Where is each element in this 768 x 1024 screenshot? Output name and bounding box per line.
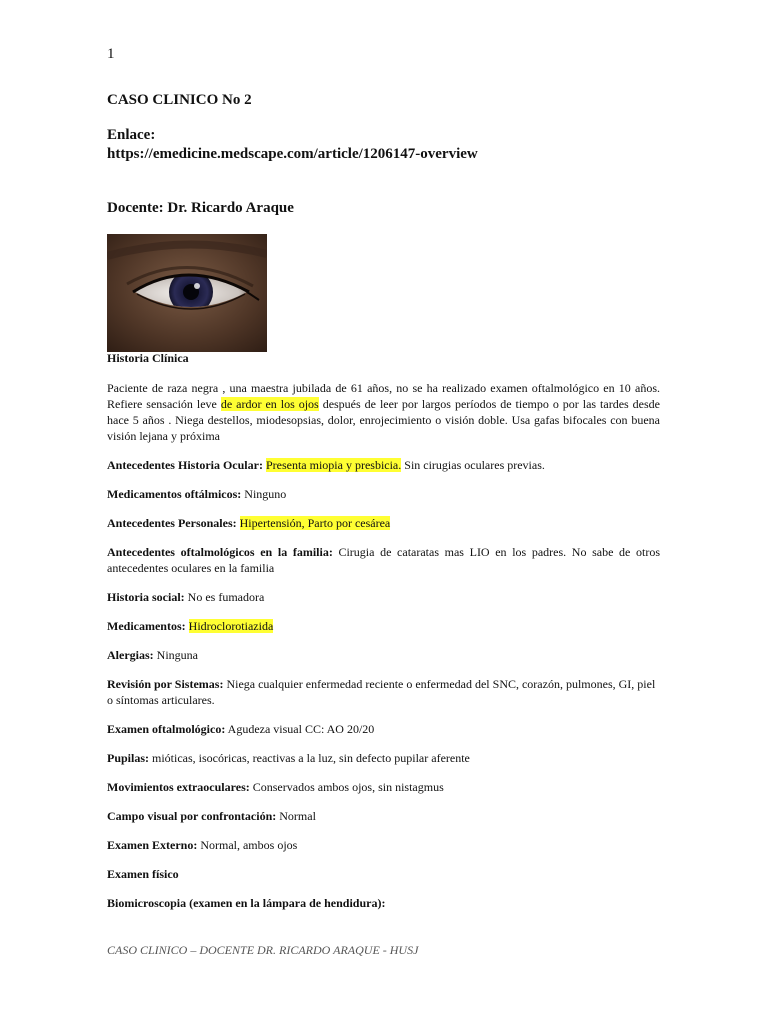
field-pupils xyxy=(107,750,660,766)
article-link[interactable]: https://emedicine.medscape.com/article/1206147-overview xyxy=(107,146,478,162)
field-label: Movimientos extraoculares: xyxy=(107,780,250,794)
field-label: Historia social: xyxy=(107,590,185,604)
field-value: Sin cirugias oculares previas. xyxy=(401,458,545,472)
field-label: Antecedentes Historia Ocular: xyxy=(107,458,263,472)
field-label: Examen oftalmológico: xyxy=(107,722,226,736)
field-highlight: Hipertensión, Parto por cesárea xyxy=(239,516,391,530)
case-title: CASO CLINICO No 2 xyxy=(107,92,252,108)
link-label: Enlace: xyxy=(107,127,156,143)
history-text-2: después de leer por largos períodos de tiempo o por las tardes desde hace 5 años . Niega destellos, miodesopsias, dolor, enrojecimiento o visión doble. Usa gafas bifocales con buena visión lejana y próxima xyxy=(107,397,660,443)
field-ophthalmic-meds xyxy=(107,486,660,502)
field-label: Revisión por Sistemas: xyxy=(107,677,224,691)
field-ophthalmic-exam xyxy=(107,721,660,737)
field-label: Examen Externo: xyxy=(107,838,198,852)
field-highlight: Presenta miopia y presbicia. xyxy=(265,458,402,472)
page-footer: CASO CLINICO – DOCENTE DR. RICARDO ARAQUE - HUSJ xyxy=(107,943,419,957)
field-value: No es fumadora xyxy=(184,590,265,604)
field-value: Cirugia de cataratas mas LIO en los padres. No sabe de otros antecedentes oculares en la familia xyxy=(107,545,660,575)
field-label: Examen físico xyxy=(107,867,179,881)
document-body xyxy=(107,350,660,924)
field-value: Ninguno xyxy=(241,487,287,501)
field-ocular-history xyxy=(107,457,660,473)
field-social-history xyxy=(107,589,660,605)
field-label: Alergias: xyxy=(107,648,154,662)
field-label: Medicamentos oftálmicos: xyxy=(107,487,242,501)
field-systems-review xyxy=(107,676,660,708)
field-value: Normal, ambos ojos xyxy=(197,838,298,852)
history-heading: Historia Clínica xyxy=(107,351,189,365)
field-value: Niega cualquier enfermedad reciente o enfermedad del SNC, corazón, pulmones, GI, piel o síntomas articulares. xyxy=(107,677,656,707)
field-personal-history xyxy=(107,515,660,531)
field-label: Biomicroscopia (examen en la lámpara de hendidura): xyxy=(107,896,386,910)
history-highlight: de ardor en los ojos xyxy=(220,397,319,411)
field-label: Antecedentes Personales: xyxy=(107,516,237,530)
field-physical-exam xyxy=(107,866,660,882)
field-medications xyxy=(107,618,660,634)
field-label: Campo visual por confrontación: xyxy=(107,809,277,823)
field-family-history xyxy=(107,544,660,576)
field-value: mióticas, isocóricas, reactivas a la luz, sin defecto pupilar aferente xyxy=(149,751,470,765)
field-value: Ninguna xyxy=(153,648,198,662)
eye-photo xyxy=(107,234,267,352)
field-label: Medicamentos: xyxy=(107,619,186,633)
field-label: Pupilas: xyxy=(107,751,150,765)
teacher-name: Docente: Dr. Ricardo Araque xyxy=(107,200,294,216)
page-number: 1 xyxy=(107,46,115,62)
history-text-1: Paciente de raza negra , una maestra jubilada de 61 años, no se ha realizado examen oftalmológico en 10 años. Refiere sensación leve xyxy=(107,381,660,411)
field-label: Antecedentes oftalmológicos en la familia: xyxy=(107,545,333,559)
field-visual-field xyxy=(107,808,660,824)
field-value: Agudeza visual CC: AO 20/20 xyxy=(225,722,375,736)
field-allergies xyxy=(107,647,660,663)
history-paragraph xyxy=(107,380,660,444)
field-slit-lamp xyxy=(107,895,660,911)
field-value: Normal xyxy=(276,809,316,823)
field-value: Conservados ambos ojos, sin nistagmus xyxy=(249,780,444,794)
field-extraocular-movements xyxy=(107,779,660,795)
field-highlight: Hidroclorotiazida xyxy=(188,619,274,633)
field-external-exam xyxy=(107,837,660,853)
